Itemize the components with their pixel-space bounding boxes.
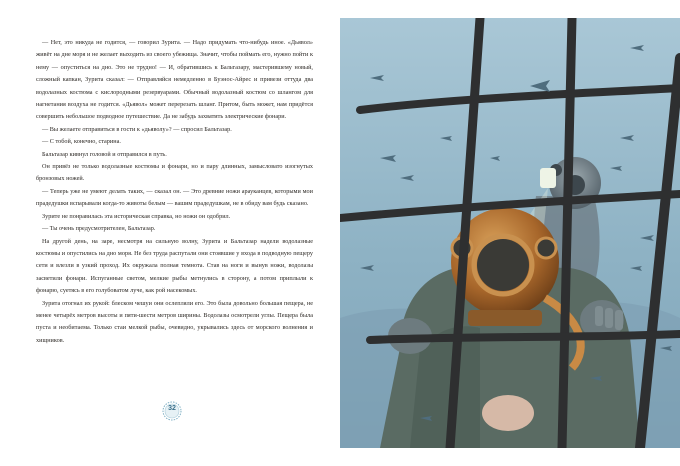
diver-behind-grate-illustration (340, 18, 680, 448)
paragraph: — Теперь уже не умеют делать таких, — сказал он. — Это древние ножи арауканцев, которыми мои прадедушки вспарывали когда-то животы белым — вашим прадедушкам, не в обиду вам будь сказано. (36, 187, 313, 208)
paragraph: Он привёз не только водолазные костюмы и фонари, но и пару длинных, замысловато изогнутых бронзовых ножей. (36, 163, 313, 183)
paragraph: На другой день, на заре, несмотря на сильную волну, Зурита и Бальтазар надели водолазные костюмы и опустились на дно моря. Не без труда распутали они стоявшие у входа в подводную пещеру сети и влезли в узкий проход. Их окружала полная темнота. Став на ноги и вынув ножи, водолазы засветили фонари. Испуганные светом, мелкие рыбы метнулись в сторону, а потом приплыли к фонарю, суетясь в его голубоватом луче, как рой насекомых. (36, 237, 313, 295)
paragraph: — Ты очень предусмотрителен, Бальтазар. (42, 225, 156, 233)
paragraph: — Вы желаете отправиться в гости к «дьяволу»? — спросил Бальтазар. (42, 125, 232, 133)
page-number: 32 (168, 405, 176, 412)
paragraph: Зурите не понравилась эта историческая справка, но ножи он одобрил. (42, 212, 231, 220)
paragraph: Бальтазар кивнул головой и отправился в путь. (42, 150, 167, 158)
illustration (340, 18, 680, 448)
paragraph: — Нет, это никуда не годится, — говорил Зурита. — Надо придумать что-нибудь иное. «Дьявол» живёт на дне моря и не желает выходить из своего убежища. Значит, чтобы поймать его, нужно пойти к нему — опуститься на дно. Это не трудно! — И, обратившись к Бальтазару, мастерившему новый, сложный капкан, Зурита сказал: — Отправляйся немедленно в Буэнос-Айрес и привези оттуда два водолазных костюма с кислородными резервуарами. Обычный водолазный костюм со шлангом для нагнетания воздуха не годится. «Дьявол» может перерезать шланг. Притом, быть может, нам придётся совершить небольшое подводное путешествие. Да не забудь захватить электрические фонари. (36, 39, 313, 121)
text-block (36, 37, 313, 347)
page-number-badge (162, 401, 182, 421)
paragraph: Зурита отогнал их рукой: блеском чешуи они ослепляли его. Это была довольно большая пещера, не менее четырёх метров высоты и пяти-шести метров ширины. Водолазы осмотрели углы. Пещера была пуста и необитаема. Только стаи мелкой рыбы, очевидно, укрывались здесь от морского волнения и хищников. (36, 299, 313, 344)
paragraph: — С тобой, конечно, старина. (42, 138, 121, 146)
